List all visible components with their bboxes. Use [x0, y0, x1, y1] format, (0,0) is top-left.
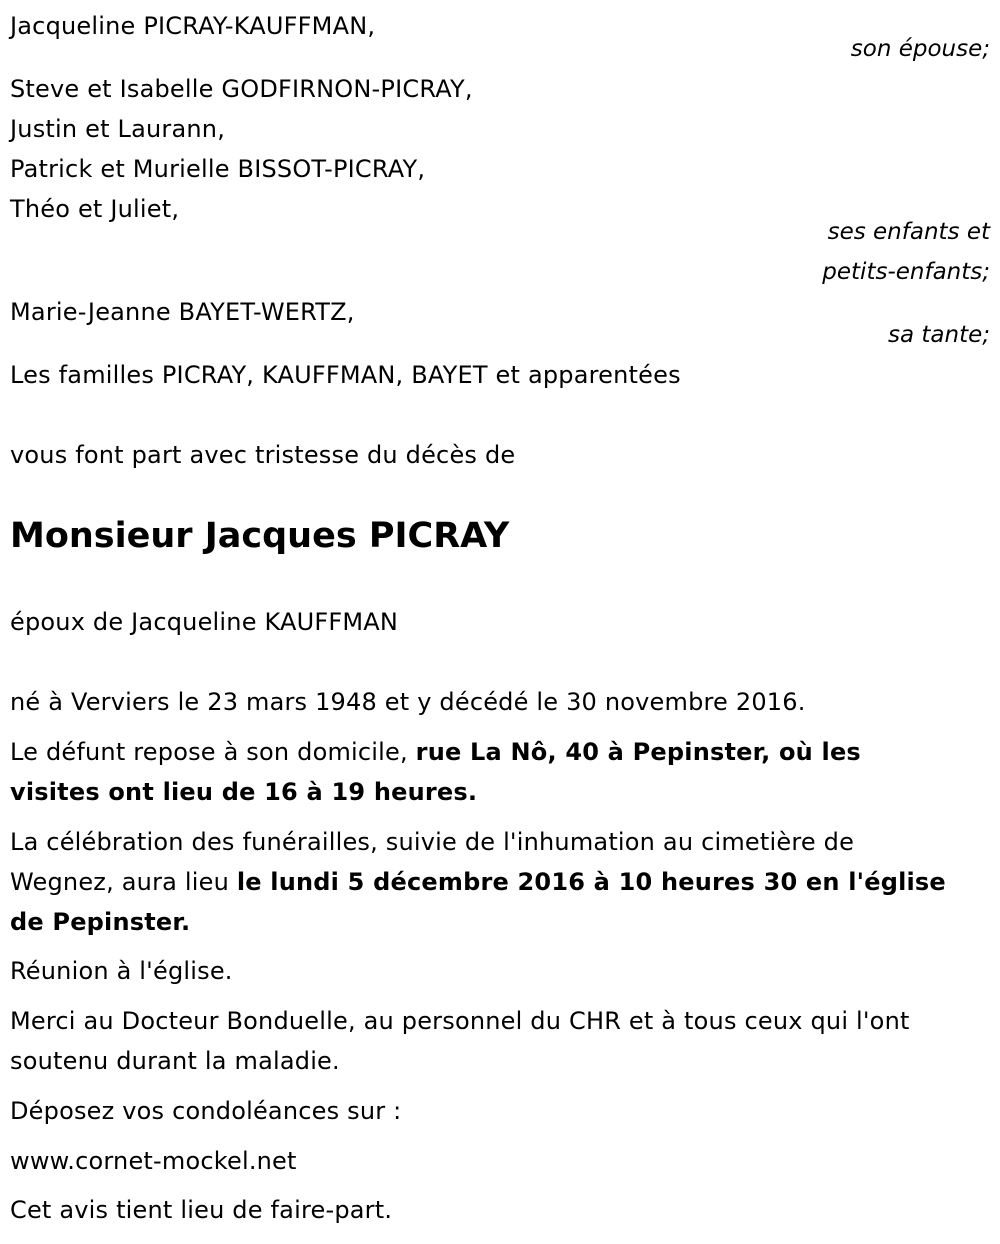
funeral-line-2 [10, 864, 946, 900]
repose-line-1 [10, 734, 861, 770]
intro-line: vous font part avec tristesse du décès de [10, 441, 516, 469]
website-link[interactable]: www.cornet-mockel.net [10, 1147, 297, 1175]
funeral-line-3 [10, 904, 190, 940]
wife-name: Jacqueline PICRAY-KAUFFMAN, [10, 12, 376, 40]
visit-hours: visites ont lieu de 16 à 19 heures. [10, 778, 478, 806]
aunt-role: sa tante; [888, 322, 990, 348]
child-line-1: Steve et Isabelle GODFIRNON-PICRAY, [10, 75, 473, 103]
child-line-3: Patrick et Murielle BISSOT-PICRAY, [10, 155, 426, 183]
birth-death-line: né à Verviers le 23 mars 1948 et y décédé le 30 novembre 2016. [10, 688, 806, 716]
child-line-2: Justin et Laurann, [10, 115, 226, 143]
deceased-name: Monsieur Jacques PICRAY [10, 516, 510, 556]
repose-line-2 [10, 774, 477, 810]
repose-address: rue La Nô, 40 à Pepinster, où les [415, 738, 861, 766]
families-line: Les familles PICRAY, KAUFFMAN, BAYET et apparentées [10, 361, 681, 389]
reunion-line: Réunion à l'église. [10, 957, 233, 985]
repose-prefix: Le défunt repose à son domicile, [10, 738, 416, 766]
closing-line: Cet avis tient lieu de faire-part. [10, 1196, 393, 1224]
funeral-place: de Pepinster. [10, 908, 191, 936]
thanks-line-2: soutenu durant la maladie. [10, 1047, 340, 1075]
children-role-line-2: petits-enfants; [822, 259, 990, 285]
children-role-line-1: ses enfants et [827, 219, 990, 245]
thanks-line-1: Merci au Docteur Bonduelle, au personnel du CHR et à tous ceux qui l'ont [10, 1007, 910, 1035]
child-line-4: Théo et Juliet, [10, 195, 180, 223]
funeral-line-1: La célébration des funérailles, suivie de l'inhumation au cimetière de [10, 828, 855, 856]
wife-role: son épouse; [850, 36, 990, 62]
aunt-name: Marie-Jeanne BAYET-WERTZ, [10, 298, 355, 326]
funeral-date: le lundi 5 décembre 2016 à 10 heures 30 en l'église [236, 868, 946, 896]
funeral-prefix: Wegnez, aura lieu [10, 868, 237, 896]
spouse-line: époux de Jacqueline KAUFFMAN [10, 608, 399, 636]
condolences-line: Déposez vos condoléances sur : [10, 1097, 402, 1125]
